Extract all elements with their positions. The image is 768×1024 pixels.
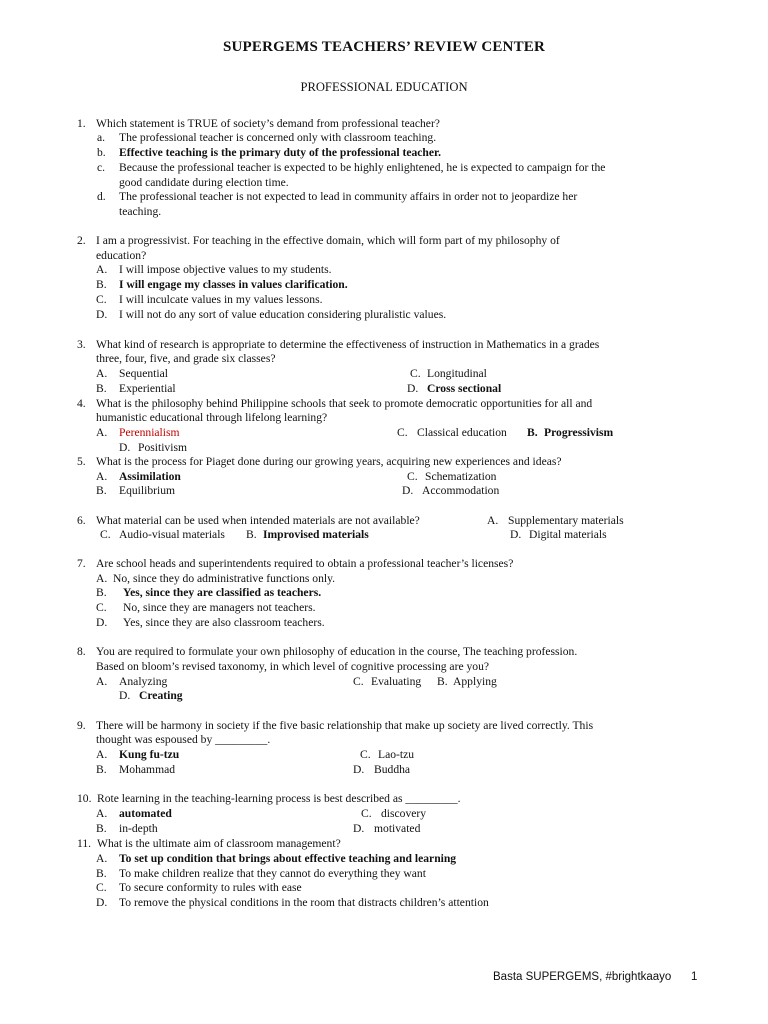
question-stem: Which statement is TRUE of society’s demand from professional teacher? xyxy=(96,117,440,130)
question-number: 10. xyxy=(77,792,92,805)
choice-letter: A. xyxy=(487,514,499,527)
choice-text: Longitudinal xyxy=(427,367,487,380)
question-stem: What is the ultimate aim of classroom management? xyxy=(97,837,341,850)
choice-text: in-depth xyxy=(119,822,158,835)
choice-letter: C. xyxy=(100,528,111,541)
question-stem-continued: humanistic educational through lifelong learning? xyxy=(96,411,328,424)
choice-text: Supplementary materials xyxy=(508,514,624,527)
choice-text: Experiential xyxy=(119,382,176,395)
choice-letter: B. xyxy=(246,528,257,541)
choice-text: No, since they do administrative functions only. xyxy=(113,572,336,585)
choice-letter: B. xyxy=(527,426,538,439)
choice-letter: c. xyxy=(97,161,106,174)
choice-letter: b. xyxy=(97,146,106,159)
question-stem: What is the philosophy behind Philippine schools that seek to promote democratic opportunities for all and xyxy=(96,397,593,410)
choice-text: Mohammad xyxy=(119,763,176,776)
choice-letter: C. xyxy=(360,748,371,761)
question-number: 2. xyxy=(77,234,86,247)
footer-text: Basta SUPERGEMS, #brightkaayo xyxy=(493,971,672,983)
choice-letter: B. xyxy=(96,484,107,497)
choice-letter: D. xyxy=(119,689,131,702)
choice-letter: C. xyxy=(397,426,408,439)
choice-letter: C. xyxy=(407,470,418,483)
choice-text: I will inculcate values in my values lessons. xyxy=(119,293,323,306)
question-stem: What kind of research is appropriate to determine the effectiveness of instruction in Mathematics in a grades xyxy=(96,338,600,351)
choice-text: Applying xyxy=(453,675,497,688)
correct-answer: automated xyxy=(119,807,172,820)
question-stem: You are required to formulate your own philosophy of education in the course, The teaching profession. xyxy=(96,645,578,658)
choice-letter: A. xyxy=(96,748,108,761)
choice-letter: D. xyxy=(353,763,365,776)
choice-text: To remove the physical conditions in the room that distracts children’s attention xyxy=(119,896,489,909)
choice-letter: A. xyxy=(96,572,108,585)
choice-text: To secure conformity to rules with ease xyxy=(119,881,302,894)
choice-text-continued: teaching. xyxy=(119,205,162,218)
choice-letter: D. xyxy=(96,896,108,909)
question-number: 5. xyxy=(77,455,86,468)
correct-answer: Assimilation xyxy=(119,470,181,483)
choice-text: To make children realize that they cannot do everything they want xyxy=(119,867,426,880)
choice-letter: B. xyxy=(96,822,107,835)
choice-text: Audio-visual materials xyxy=(119,528,225,541)
question-stem: I am a progressivist. For teaching in the effective domain, which will form part of my philosophy of xyxy=(96,234,560,247)
correct-answer: Effective teaching is the primary duty of the professional teacher. xyxy=(119,146,442,159)
choice-letter: C. xyxy=(353,675,364,688)
choice-letter: B. xyxy=(96,278,107,291)
choice-text: Because the professional teacher is expected to be highly enlightened, he is expected to campaign for the xyxy=(119,161,606,174)
choice-text: No, since they are managers not teachers. xyxy=(123,601,316,614)
choice-letter: D. xyxy=(402,484,414,497)
choice-letter: A. xyxy=(96,852,108,865)
choice-text: The professional teacher is not expected to lead in community affairs in order not to jeopardize her xyxy=(119,190,578,203)
choice-letter: A. xyxy=(96,470,108,483)
choice-text-continued: good candidate during election time. xyxy=(119,176,289,189)
correct-answer: Cross sectional xyxy=(427,382,502,395)
choice-letter: A. xyxy=(96,675,108,688)
choice-letter: D. xyxy=(510,528,522,541)
question-stem-continued: thought was espoused by _________. xyxy=(96,733,271,746)
question-stem: Rote learning in the teaching-learning process is best described as _________. xyxy=(97,792,461,805)
choice-letter: D. xyxy=(96,616,108,629)
choice-text: I will impose objective values to my students. xyxy=(119,263,332,276)
document-title: SUPERGEMS TEACHERS’ REVIEW CENTER xyxy=(222,39,546,55)
choice-letter: C. xyxy=(410,367,421,380)
question-number: 9. xyxy=(77,719,86,732)
choice-letter: B. xyxy=(96,586,107,599)
choice-letter: a. xyxy=(97,131,106,144)
choice-text: The professional teacher is concerned only with classroom teaching. xyxy=(119,131,437,144)
choice-letter: B. xyxy=(96,867,107,880)
choice-text: Lao-tzu xyxy=(378,748,415,761)
question-stem-continued: three, four, five, and grade six classes? xyxy=(96,352,276,365)
choice-text: motivated xyxy=(374,822,421,835)
choice-letter: B. xyxy=(96,382,107,395)
correct-answer: Improvised materials xyxy=(263,528,369,541)
question-number: 4. xyxy=(77,397,86,410)
highlighted-choice: Perennialism xyxy=(119,426,180,439)
question-stem-continued: education? xyxy=(96,249,147,262)
correct-answer: Yes, since they are classified as teachers. xyxy=(123,586,322,599)
choice-letter: A. xyxy=(96,263,108,276)
choice-letter: D. xyxy=(407,382,419,395)
choice-letter: A. xyxy=(96,426,108,439)
choice-text: Sequential xyxy=(119,367,168,380)
choice-letter: C. xyxy=(96,881,107,894)
document-subtitle: PROFESSIONAL EDUCATION xyxy=(300,80,468,94)
choice-text: Classical education xyxy=(417,426,507,439)
choice-letter: B. xyxy=(437,675,448,688)
question-number: 7. xyxy=(77,557,86,570)
correct-answer: Progressivism xyxy=(544,426,614,439)
choice-text: Positivism xyxy=(138,441,187,454)
correct-answer: Creating xyxy=(139,689,183,702)
choice-letter: D. xyxy=(96,308,108,321)
question-stem: What is the process for Piaget done during our growing years, acquiring new experiences and ideas? xyxy=(96,455,562,468)
choice-letter: D. xyxy=(353,822,365,835)
choice-letter: A. xyxy=(96,807,108,820)
question-stem: There will be harmony in society if the five basic relationship that make up society are lived correctly. This xyxy=(96,719,594,732)
question-number: 8. xyxy=(77,645,86,658)
choice-text: discovery xyxy=(381,807,427,820)
question-stem: Are school heads and superintendents required to obtain a professional teacher’s licenses? xyxy=(96,557,514,570)
correct-answer: To set up condition that brings about effective teaching and learning xyxy=(119,852,457,865)
choice-letter: C. xyxy=(361,807,372,820)
question-number: 11. xyxy=(77,837,92,850)
question-stem-continued: Based on bloom’s revised taxonomy, in which level of cognitive processing are you? xyxy=(96,660,490,673)
question-number: 6. xyxy=(77,514,86,527)
correct-answer: I will engage my classes in values clarification. xyxy=(119,278,348,291)
question-number: 1. xyxy=(77,117,86,130)
choice-text: Buddha xyxy=(374,763,411,776)
choice-text: Evaluating xyxy=(371,675,422,688)
page-number: 1 xyxy=(691,971,698,983)
choice-text: Analyzing xyxy=(119,675,168,688)
question-stem: What material can be used when intended materials are not available? xyxy=(96,514,420,527)
choice-letter: D. xyxy=(119,441,131,454)
choice-letter: C. xyxy=(96,601,107,614)
question-number: 3. xyxy=(77,338,86,351)
choice-text: Yes, since they are also classroom teachers. xyxy=(123,616,325,629)
choice-letter: A. xyxy=(96,367,108,380)
choice-text: Digital materials xyxy=(529,528,607,541)
choice-text: Equilibrium xyxy=(119,484,176,497)
choice-text: I will not do any sort of value education considering pluralistic values. xyxy=(119,308,447,321)
choice-text: Accommodation xyxy=(422,484,500,497)
correct-answer: Kung fu-tzu xyxy=(119,748,180,761)
choice-text: Schematization xyxy=(425,470,497,483)
choice-letter: C. xyxy=(96,293,107,306)
choice-letter: d. xyxy=(97,190,106,203)
choice-letter: B. xyxy=(96,763,107,776)
